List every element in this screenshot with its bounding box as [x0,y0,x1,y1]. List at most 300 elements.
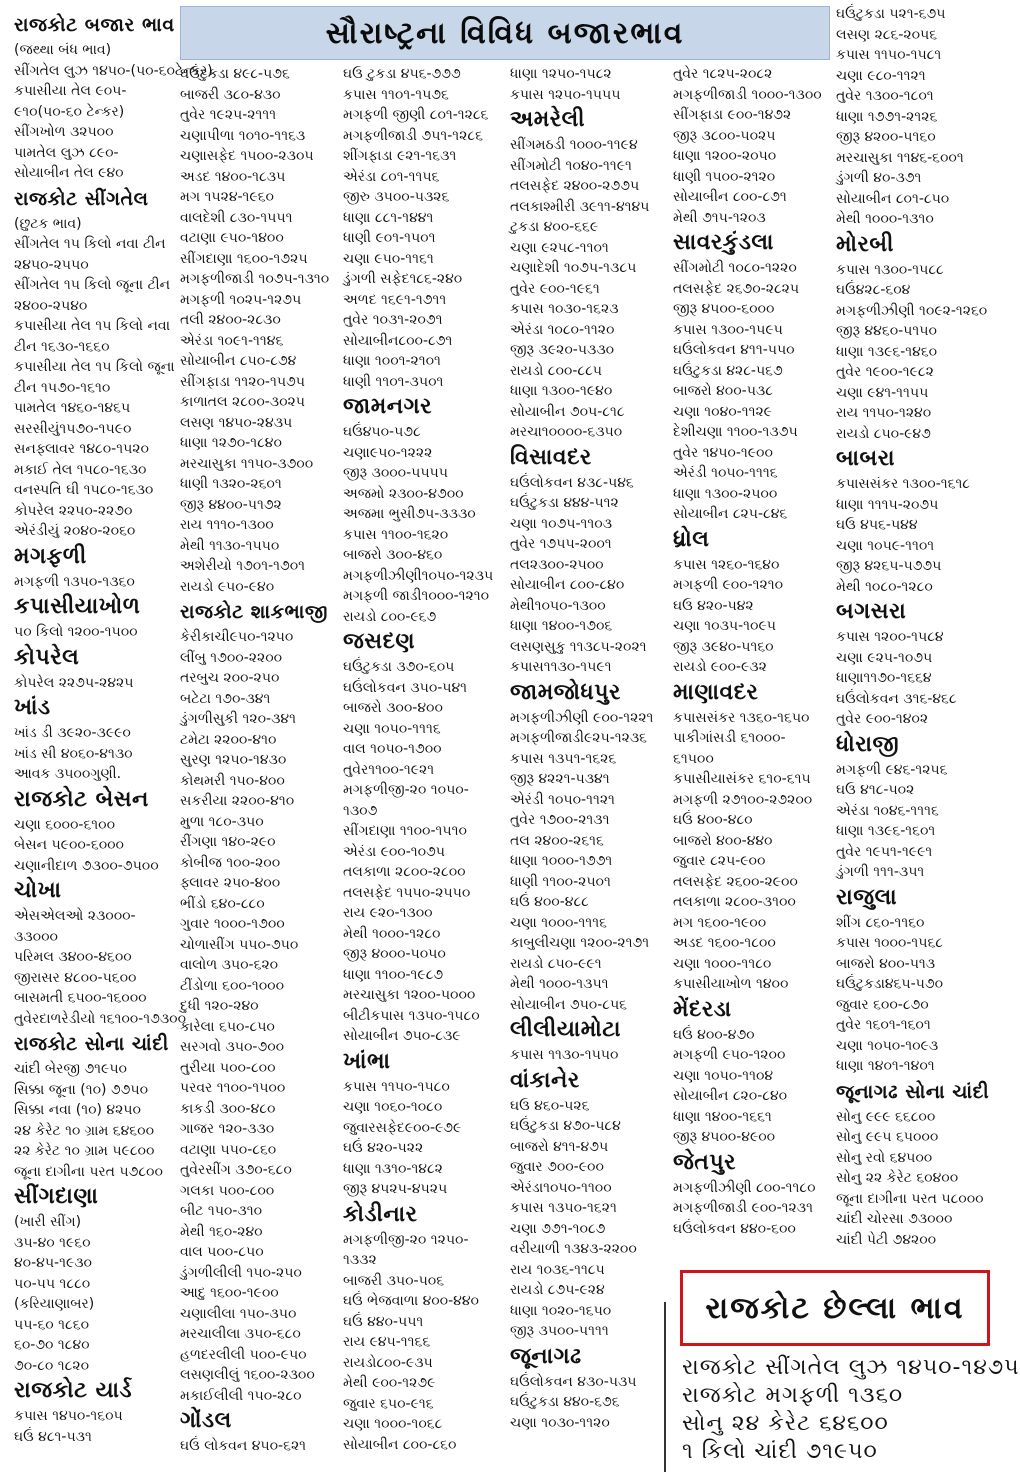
price-line: દુધી ૧૨૦-૨૪૦ [180,998,259,1014]
price-line: ૭૦-૮૦ ૧૮૨૦ [14,1357,89,1374]
price-line: ૨૪૫૦-૨૫૫૦ [14,256,89,273]
closing-price-line: રાજકોટ સીંગતેલ લુઝ ૧૪૫૦-૧૪૭૫ [682,1355,1020,1380]
price-line: સોયાબીન ૮૨૫-૮૪૬ [673,506,788,522]
price-line: કેરીકાચી૯૫૦-૧૨૫૦ [180,629,294,645]
price-line: સીંગમોટી ૧૦૮૦-૧૨૨૦ [673,260,797,276]
price-line: મગફળીજાડી૯૨૫-૧૨૩૬ [510,730,648,746]
price-line: કપાસ ૧૨૦૦-૧૫૮૪ [836,629,944,645]
price-line: કારેલા ૬૫૦-૮૫૦ [180,1018,275,1035]
price-line: મગફળી ૯૪૬-૧૨૫૬ [836,761,948,778]
market-heading: લીલીયામોટા [510,1017,621,1042]
price-line: કપાસીયા તેલ ૯૦૫- [14,83,127,99]
price-line: ધાણા ૧૨૭૦-૧૮૪૦ [180,435,282,451]
price-line: ધાણી ૧૧૦૦-૨૫૦૧ [510,873,611,890]
price-line: ઘઉ ટુકડા ૪૫૬-૭૭૭ [343,66,461,82]
price-line: ચણા ૯૪૧-૧૧૫૫ [836,384,929,401]
price-line: ઘઉંટુકડા૪૬૫-૫૭૦ [836,976,943,992]
price-line: બાજરો ૪૦૦-૫૩૮ [673,383,773,399]
price-line: મેથી ૧૦૦૦-૧૨૮૦ [343,925,441,942]
price-line: ડુંગળી સફેદ૧૮૬-૨૪૦ [343,271,463,287]
market-heading: જામજોધપુર [510,679,621,705]
price-line: (છુટક ભાવ) [14,215,82,232]
price-line: વનસ્પતિ ઘી ૧૫૮૦-૧૬૩૦ [14,482,154,498]
price-line: જીરાસર ૪૮૦૦-૫૬૦૦ [14,969,137,986]
price-line: ઘઉ ૪૬૦-૫૨૬ [510,1097,590,1114]
price-line: ઘઉંટુકડા ૪૪૪-૫૧૨ [510,495,619,511]
price-line: ૨૪ કેરેટ ૧૦ ગ્રામ ૬૪૬૦૦ [14,1122,155,1139]
price-line: ભીંડો ૬૪૦-૮૮૦ [180,895,265,912]
price-line: પાકીગાંસડી ૬૧૦૦૦- [673,730,786,746]
price-line: જીરૂ ૪૦૦૦-૫૦૫૦ [343,946,446,962]
price-line: ચણા ૧૦૩૫-૧૦૯૫ [673,618,776,634]
price-line: કાકડી ૩૦૦-૪૮૦ [180,1100,276,1117]
price-line: આવક ૩૫૦૦ગુણી. [14,766,122,782]
price-line: તુવેર ૧૭૦૦-૨૧૩૧ [510,812,610,828]
price-line: ચાંદી બેરજી ૭૧૯૫૦ [14,1061,127,1077]
price-line: લીંબુ ૧૭૦૦-૨૨૦૦ [180,649,283,666]
price-line: ચણા ૧૦૦૦-૧૧૧૬ [510,914,607,931]
price-line: સીંગતેલ લુઝ ૧૪૫૦-(૫૦-૬૦ટેન્કર) [14,62,213,79]
price-line: ચણાદેશી ૧૦૭૫-૧૩૮૫ [510,260,637,276]
price-line: ચણા ૧૦૦૦-૧૧૮૦ [673,955,772,972]
price-line: લસણલીલું ૧૬૦૦-૨૩૦૦ [180,1367,315,1383]
price-line: જુવાર ૬૫૦-૯૧૬ [343,1395,434,1412]
price-line: જીરૂ ૪૨૨૧-૫૩૪૧ [510,771,610,787]
price-line: ૩૫-૪૦ ૧૯૬૦ [14,1234,91,1251]
price-line: પરિમલ ૩૪૦૦-૪૬૦૦ [14,949,132,965]
price-line: ઘઉ ૪૧૮-૫૦૨ [836,782,915,798]
price-line: રીંગણા ૧૪૦-૨૯૦ [180,834,276,850]
price-line: રાય ૧૦૩૬-૧૧૮૫ [510,1261,605,1278]
price-line: મગફળીજાડી ૧૦૭૫-૧૩૧૦ [180,271,330,287]
price-line: ઘઉંટુકડા ૪૨૮-૫૬૭ [673,362,783,379]
price-line: ઘઉં ૪૦૦-૪૮૮ [510,894,589,910]
price-line: ધાણા ૧૦૦૦-૧૭૭૧ [510,853,613,869]
price-line: સીંગફાડા ૧૧૨૦-૧૫૭૫ [180,373,305,390]
price-line: મેથી ૧૬૦-૨૪૦ [180,1223,263,1240]
price-line: ધાણા ૧૪૦૦-૧૬૬૧ [673,1108,772,1125]
price-line: મગફળી ૯૦૦-૧૨૧૦ [673,577,784,593]
price-line: ઘઉં ૪૦૦-૪૮૦ [673,812,753,828]
price-line: તલ ૨૪૦૦-૨૬૧૬ [510,832,604,849]
price-line: ધાણા ૧૩૯૬-૧૪૬૦ [836,343,938,360]
price-line: કપાસ ૧૧૫૦-૧૫૮૧ [836,47,942,63]
price-line: (ખારી સીંગ) [14,1214,82,1230]
price-line: તુવેર ૧૭૫૫-૨૦૦૧ [510,536,612,552]
price-line: સોયાબીન ૮૨૦-૮૪૦ [673,1088,788,1104]
market-heading: જેતપુર [673,1149,737,1175]
price-line: ટુકડા ૪૦૦-૬૬૯ [510,219,599,235]
price-line: ૬૦-૭૦ ૧૮૪૦ [14,1337,90,1353]
price-line: એરંડા ૧૦૮૦-૧૧૨૦ [510,321,615,338]
price-line: જુવાર ૮૨૫-૯૦૦ [673,853,766,869]
price-line: ઘઉ ૪૨૦-૫૪૨ [673,597,754,614]
price-line: તુવેર ૧૬૦૧-૧૬૦૧ [836,1017,931,1033]
price-line: મગફળીઝીણી ૯૦૦-૧૨૨૧ [510,709,654,726]
price-line: ધાણી ૧૩૨૦-૨૬૦૧ [180,476,282,492]
column-5 [673,64,835,1270]
price-line: બેસન ૫૯૦૦-૬૦૦૦ [14,837,124,853]
price-line: ૧૩૦૭ [343,802,378,819]
market-heading: ખાંડ [14,695,51,720]
price-line: તુવેર૧૧૦૦-૧૯૨૧ [343,761,435,778]
market-heading: ગોંડલ [180,1408,232,1433]
price-line: એરંડા ૧૦૪૬-૧૧૧૬ [836,802,939,819]
price-line: જીરૂ ૩૯૨૦-૫૩૩૦ [510,342,615,358]
price-line: કપાસ ૧૩૫૧-૧૬૨૬ [510,750,617,767]
closing-price-line: સોનુ ૨૪ કેરેટ ૬૪૬૦૦ [682,1411,889,1436]
price-line: સીંગતેલ ૧૫ કિલો જૂના ટીન [14,277,171,293]
price-line: કપાસીયાસંકર ૬૧૦-૬૧૫ [673,771,811,787]
price-line: તલ૨૩૦૦-૨૫૦૦ [510,556,604,573]
price-line: ઘઉંલોકવન ૪૩૦-૫૩૫ [510,1373,637,1390]
market-heading: મગફળી [14,543,87,569]
price-line: મેથી ૧૦૦૦-૧૩૧૦ [836,211,934,227]
price-line: મગફળીઝીણી ૧૦૯૨-૧૨૬૦ [836,302,988,319]
price-line: ચણાપીળા ૧૦૧૦-૧૧૬૩ [180,127,306,144]
price-line: તુવેર ૯૦૦-૧૯૬૧ [510,280,600,297]
price-line: એરંડા ૯૦૦-૧૦૭૫ [343,843,445,860]
price-line: પરવર ૧૧૦૦-૧૫૦૦ [180,1080,286,1096]
price-line: ચણા ૧૦૩૦-૧૧૨૦ [510,1414,610,1431]
price-line: મગફળી ૨૭૧૦૦-૨૭૨૦૦ [673,791,813,808]
price-line: ખાંડ સી ૪૦૬૦-૪૧૩૦ [14,745,133,762]
price-line: મેથી૧૦૫૦-૧૩૦૦ [510,597,606,614]
price-line: સરગવો ૩૫૦-૭૦૦ [180,1039,285,1055]
price-line: બાજરો ૩૦૦-૪૬૦ [343,547,443,563]
price-line: (જથ્થા બંધ ભાવ) [14,42,112,58]
price-line: મગફળીજાડી ૯૦૦-૧૨૩૧ [673,1200,813,1216]
price-line: જીરૂ ૪૪૬૦-૫૧૫૦ [836,323,937,339]
price-line: ટીંડોળા ૬૦૦-૧૦૦૦ [180,977,285,994]
price-line: ટીન ૧૬૩૦-૧૬૬૦ [14,338,110,355]
price-line: ધાણા ૧૪૦૦-૧૭૦૬ [510,618,613,634]
column-6 [836,4,1000,1270]
price-line: ઘઉં ૪૨૦-૫૨૨ [343,1140,424,1156]
price-line: અજમા ભુસી૭૫-૩૩૩૦ [343,506,476,522]
price-line: જૂના દાગીના પરત ૫૭૮૦૦ [14,1163,163,1180]
price-line: કોબીજ ૧૦૦-૨૦૦ [180,854,281,871]
price-line: એરંડા૧૦૫૦-૧૧૦૦ [510,1179,612,1196]
market-heading: સીંગદાણા [14,1184,99,1209]
price-line: ઘઉ ૪૫૬-૫૪૪ [836,517,918,533]
market-heading: રાજકોટ શાકભાજી [180,601,328,623]
price-line: સનફ્લાવર ૧૪૮૦-૧૫૨૦ [14,441,149,457]
price-line: ડુંગળીલીલી ૧૫૦-૨૫૦ [180,1264,302,1281]
market-heading: રાજકોટ યાર્ડ [14,1378,133,1403]
price-line: એસએલઓ ૨૩૦૦૦- [14,908,136,924]
price-line: ૫૦-૫૫ ૧૮૮૦ [14,1275,91,1292]
price-line: એરંડીયું ૨૦૪૦-૨૦૬૦ [14,523,136,539]
price-line: કોપરેલ ૨૨૫૦-૨૨૭૦ [14,502,133,519]
closing-price-line: રાજકોટ મગફળી ૧૩૬૦ [682,1383,904,1408]
price-line: તુવેર ૧૩૦૦-૧૮૦૧ [836,88,934,104]
price-line: જીરુ ૩૫૦૦-૫૩૨૬ [343,189,450,205]
price-line: ખાંડ ડી ૩૯૨૦-૩૯૯૦ [14,725,131,741]
price-line: સોનુ ૨૨ કેરેટ ૬૦૪૦૦ [836,1170,959,1186]
price-line: બાજરો ૪૦૦-૪૪૦ [673,832,773,849]
price-line: મગફળીજાડી ૧૦૦૦-૧૩૦૦ [673,86,822,103]
price-line: સોયાબીન તેલ ૯૪૦ [14,165,124,181]
price-line: પામતેલ લુઝ ૮૯૦- [14,144,119,161]
price-line: ધાણા ૧૭૭૧-૨૧૨૬ [836,108,938,125]
price-line: સીંગમઠડી ૧૦૦૦-૧૧૯૪ [510,137,638,153]
market-heading: કોડીનાર [343,1201,418,1227]
price-line: શીંગફાડા ૯૨૧-૧૬૩૧ [343,148,457,164]
price-line: સિક્કા નવા (૧૦) ૪૨૫૦ [14,1102,141,1118]
price-line: ૪૦-૪૫-૧૯૩૦ [14,1255,92,1271]
price-line: પામતેલ ૧૪૬૦-૧૪૬૫ [14,400,131,416]
price-line: વાલદેશી ૮૩૦-૧૫૫૧ [180,209,293,226]
price-line: સોયાબીન ૭૫૦-૮૫૬ [510,996,628,1013]
price-line: કાબુલીચણા ૧૨૦૦-૨૧૭૧ [510,935,650,951]
market-heading: ખાંભા [343,1048,391,1074]
column-4 [510,64,672,1481]
price-line: ઘઉંટુકડા ૪૭૦-૫૮૪ [510,1118,621,1134]
price-line: કપાસીયાખોળ ૧૪૦૦ [673,976,789,992]
price-line: ધાણા ૧૩૧૦-૧૪૮૨ [343,1160,443,1177]
price-line: તલસફેદ ૧૫૫૦-૨૫૫૦ [343,884,471,901]
price-line: જુવાર ૭૦૦-૯૦૦ [510,1159,604,1175]
price-line: અડદ ૧૪૦૦-૧૮૩૫ [180,168,286,185]
price-line: કપાસ ૧૪૫૦-૧૬૦૫ [14,1408,123,1424]
price-line: બાજરી ૩૮૦-૪૩૦ [180,86,281,103]
price-line: મગફળી જાડી૧૦૦૦-૧૨૧૦ [343,588,490,604]
price-line: ડુંગળી ૪૦-૩૭૧ [836,170,922,186]
price-line: ઘઉં ૪૮૧-૫૩૧ [14,1428,92,1445]
price-line: મરચાસુકા ૧૧૫૦-૩૭૦૦ [180,455,314,472]
price-line: મરચા૧૦૦૦૦-૬૩૫૦ [510,424,623,440]
price-line: રાય ૯૪૫-૧૧૬૬ [343,1334,431,1350]
price-line: જીરૂ ૩૫૦૦-૫૧૧૧ [510,1323,609,1339]
price-line: સોનુ ૯૯૯ ૬૬૮૦૦ [836,1108,936,1125]
price-line: એરંડી ૧૦૫૦-૧૧૨૧ [510,791,615,808]
price-line: સીંગતેલ ૧૫ કિલો નવા ટીન [14,236,166,252]
price-line: સોયાબીન ૭૦૫-૮૧૮ [510,403,625,420]
price-line: કપાસ ૧૧૫૦-૧૫૮૦ [343,1078,450,1095]
price-line: તલકાશ્મીરી ૩૯૧૧-૪૧૪૫ [510,198,650,215]
price-line: કપાસ ૧૩૦૦-૧૫૮૮ [836,261,944,278]
market-heading: વિસાવદર [510,444,592,470]
market-heading: કોપરેલ [14,644,80,670]
price-line: ચણાલીલા ૧૫૦-૩૫૦ [180,1305,297,1322]
price-line: તુવેર ૧૪૫૦-૧૯૦૦ [673,444,773,461]
price-line: મગફળીજી-૨૦ ૧૦૫૦- [343,782,469,798]
price-line: ચણા ૧૦૭૫-૧૧૦૩ [510,515,613,532]
price-line: મકાઈ તેલ ૧૫૮૦-૧૬૩૦ [14,461,147,478]
price-line: મગફળી ૧૩૫૦-૧૩૬૦ [14,573,135,590]
price-line: બાજરો ૪૦૦-૫૧૩ [836,955,936,972]
price-line: તુવેર ૧૦૩૧-૨૦૭૧ [343,312,443,328]
price-line: કપાસ ૧૦૩૦-૧૬૨૩ [510,301,619,317]
market-heading: જામનગર [343,394,433,419]
price-line: તુવેર ૯૦૦-૧૪૦૨ [836,711,929,727]
market-heading: કપાસીયાખોળ [14,594,141,619]
price-line: મગ ૧૫૨૪-૧૯૬૦ [180,189,274,205]
price-line: ધાણા ૧૧૦૦-૧૯૮૭ [343,966,444,983]
price-line: જીરૂ ૪૫૦૦-૪૯૦૦ [673,1129,776,1145]
price-line: જીરૂ ૪૫૨૫-૪૫૨૫ [343,1181,448,1197]
price-line: સીંગમોટી ૧૦૪૦-૧૧૯૧ [510,157,632,174]
price-line: બીટ ૧૫૦-૩૧૦ [180,1203,262,1219]
price-line: સોયાબીન ૮૦૧-૮૫૦ [836,190,950,207]
price-line: મગફળી ૯૫૦-૧૨૦૦ [673,1047,786,1063]
price-line: ચણા૯૫૦-૧૨૨૨ [343,444,433,461]
price-line: ધાણા ૧૩૦૦-૧૯૪૦ [510,383,613,399]
market-heading: અમરેલી [510,107,586,132]
price-line: સોનુ ૯૯૫ ૬૫૦૦૦ [836,1129,939,1145]
price-line: વરીયાળી ૧૩૪૩-૨૨૦૦ [510,1241,637,1257]
price-line: ધાણા ૧૩૯૬-૧૬૦૧ [836,823,936,839]
price-line: ગાજર ૧૨૦-૩૩૦ [180,1121,275,1137]
price-line: ધાણી ૯૦૧-૧૫૦૧ [343,230,436,246]
market-heading: મેંદરડા [673,996,732,1022]
price-line: ચણા ૧૦૫૦-૧૦૯૩ [836,1037,939,1054]
price-line: લસણસુકુ ૧૧૩૮૫-૨૦૨૧ [510,638,647,655]
market-heading: બાબરા [836,446,895,471]
market-heading: રાજકોટ સોના ચાંદી [14,1033,169,1055]
price-line: કોથમરી ૧૫૦-૪૦૦ [180,772,285,789]
closing-prices-title: રાજકોટ છેલ્લા ભાવ [680,1270,990,1346]
price-line: ટમેટા ૨૨૦૦-૪૧૦ [180,731,277,748]
price-line: મુળા ૧૮૦-૩૫૦ [180,813,264,830]
price-line: ૫૫-૬૦ ૧૮૬૦ [14,1316,89,1333]
price-line: ચણા ૧૦૦૦-૧૦૬૮ [343,1416,443,1432]
price-line: ચાંદી પેટી ૭૪૨૦૦ [836,1231,937,1248]
price-line: બીટીકપાસ ૧૩૫૦-૧૫૮૦ [343,1007,480,1024]
price-line: ઘઉં લોકવન ૪૫૦-૬૨૧ [180,1438,307,1454]
market-heading: ધ્રોલ [673,526,710,552]
price-line: ચણા ૭૭૧-૧૦૮૭ [510,1220,606,1237]
price-line: ધાણા ૧૪૦૧-૧૪૦૧ [836,1058,935,1074]
price-line: સોયાબીન ૮૦૦-૮૪૦ [510,577,625,593]
price-line: કોપરેલ ૨૨૭૫-૨૪૨૫ [14,674,134,691]
market-heading: રાજકોટ બેસન [14,786,149,812]
price-line: કપાસસંકર ૧૩૦૦-૧૬૧૮ [836,476,971,492]
price-line: સોયાબીન૮૦૦-૮૭૧ [343,332,453,349]
price-line: ધાણા ૧૨૦૦-૨૦૫૦ [673,148,777,164]
price-line: ૬૧૫૦૦ [673,750,714,767]
price-line: મેથી ૧૦૦૦-૧૩૫૧ [510,976,609,992]
price-line: સોનુ રવો ૬૪૫૦૦ [836,1149,933,1166]
market-heading: મોરબી [836,231,894,257]
price-line: મગફળીજાડી ૭૫૧-૧૨૮૬ [343,127,483,144]
market-heading: માણાવદર [673,679,759,705]
price-line: મગફળીઝીણી૧૦૫૦-૧૨૩૫ [343,567,494,584]
price-line: ૨૪૦૦-૨૫૪૦ [14,297,88,314]
price-line: રાયડો ૮૭૫-૯૨૪ [510,1282,605,1298]
closing-price-line: ૧ કિલો ચાંદી ૭૧૯૫૦ [682,1439,878,1464]
price-line: ચણાસફેદ ૧૫૦૦-૨૩૦૫ [180,148,314,164]
price-line: વાલ ૫૦૦-૮૫૦ [180,1244,264,1260]
market-heading: જૂનાગઢ સોના ચાંદી [836,1080,990,1103]
price-line: તલકાળા ૨૮૦૦-૨૮૦૦ [343,864,466,880]
price-line: ચણા ૧૦૫૦-૧૧૧૬ [343,720,441,737]
price-line: મરચાસુકા ૧૨૦૦-૫૦૦૦ [343,987,476,1003]
market-heading: બગસરા [836,599,907,624]
price-line: ગલકા ૫૦૦-૮૦૦ [180,1182,275,1199]
price-line: ફ્લાવર ૨૫૦-૪૦૦ [180,875,281,891]
price-line: ઘઉંટુકડા ૫૨૧-૬૭૫ [836,6,946,22]
price-line: જીરૂ ૩૯૪૦-૫૧૬૦ [673,638,774,655]
price-line: અજમો ૨૩૦૦-૪૭૦૦ [343,485,464,502]
price-line: સીંગખોળ ૩૨૫૦૦ [14,124,114,140]
price-line: ઘઉંલોકવન ૩૧૬-૪૬૮ [836,690,957,707]
price-line: મેથી ૭૧૫-૧૨૦૩ [673,209,766,226]
price-line: તલકાળા ૨૮૦૦-૩૧૦૦ [673,894,796,910]
price-line: તુવેર ૧૯૨૫-૨૧૧૧ [180,107,277,123]
price-line: બાજરો ૩૦૦-૪૦૦ [343,700,443,716]
market-heading: વાંકાનેર [510,1067,580,1093]
price-line: ગુવાર ૧૦૦૦-૧૭૦૦ [180,916,285,932]
price-line: ૫૦ કિલો ૧૨૦૦-૧૫૦૦ [14,624,138,640]
price-line: રાયડો ૮૫૦-૯૪૭ [836,425,931,442]
price-line: એરંડી ૧૦૫૦-૧૧૧૬ [673,465,778,481]
price-line: ૧૩૩૨ [343,1252,377,1268]
price-line: તલસફેદ ૨૬૭૦-૨૮૨૫ [673,280,800,297]
price-line: રાયડો ૯૫૦-૯૪૦ [180,578,275,595]
price-line: કપાસ ૧૨૬૦-૧૬૪૦ [673,556,780,573]
price-line: તુવેર ૧૮૨૫-૨૦૮૨ [673,66,773,82]
price-line: રાયડો ૮૦૦-૯૬૭ [343,608,437,625]
price-line: તરબુચ ૨૦૦-૨૫૦ [180,670,280,686]
price-line: ૯૧૦(૫૦-૬૦ ટેન્કર) [14,103,125,120]
price-line: તુવેર ૧૯૦૦-૧૯૮૨ [836,364,934,380]
price-line: ચણા ૯૨૫૮-૧૧૦૧ [510,239,609,256]
price-line: રાય ૯૨૦-૧૩૦૦ [343,905,433,921]
column-2 [180,64,342,1481]
price-line: સીંગદાણા ૧૧૦૦-૧૫૧૦ [343,823,467,839]
price-line: સોયાબીન ૭૫૦-૮૩૯ [343,1028,461,1044]
price-line: ચોળાસીંગ ૫૫૦-૭૫૦ [180,936,299,953]
price-line: ચણા ૧૦૬૦-૧૦૮૦ [343,1099,443,1115]
price-line: ચણા ૯૮૦-૧૧૨૧ [836,67,926,84]
price-line: ચણા ૯૨૫-૧૦૭૫ [836,649,933,666]
price-line: અળદ ૧૬૯૧-૧૭૧૧ [343,291,447,308]
price-line: તુરીયા ૫૦૦-૮૦૦ [180,1059,276,1076]
price-line: તલસફેદ ૨૬૦૦-૨૯૦૦ [673,873,798,890]
price-line: તુવેરદાળરેડીયો ૧૬૧૦૦-૧૭૩૦૦ [14,1010,186,1027]
price-line: મેથી ૯૦૦-૧૨૭૯ [343,1375,436,1391]
price-line: બટેટા ૧૭૦-૩૪૧ [180,690,271,707]
price-line: ધાણા૧૧૭૦-૧૬૬૪ [836,670,932,686]
price-line: શીંગ ૮૬૦-૧૧૬૦ [836,914,925,931]
price-line: ધાણી ૧૫૦૦-૨૧૨૦ [673,168,776,185]
price-line: સુરણ ૧૨૫૦-૧૪૩૦ [180,752,287,768]
price-line: ૩૩૦૦૦ [14,928,58,945]
price-line: સોયાબીન ૮૫૦-૮૭૪ [180,353,297,369]
price-line: કપાસ ૧૧૩૦-૧૫૫૦ [510,1047,619,1063]
price-line: લસણ ૨૮૬-૨૦૫૬ [836,26,938,43]
price-line: જીરૂ ૪૨૬૫-૫૭૭૫ [836,558,942,574]
price-line: તુવેરસીંગ ૩૭૦-૬૮૦ [180,1162,292,1178]
price-line: સોયાબીન ૮૦૦-૮૭૧ [673,189,787,205]
price-line: રાય ૧૧૧૦-૧૩૦૦ [180,517,274,533]
price-line: ઘઉંલોકવન ૪૪૦-૬૦૦ [673,1220,796,1237]
price-line: મગ ૧૬૦૦-૧૯૦૦ [673,914,767,931]
price-line: ચણા ૧૦૫૦-૧૧૦૪ [673,1067,774,1084]
price-line: ચણાનીદાળ ૭૩૦૦-૭૫૦૦ [14,857,159,874]
price-line: રાયડો ૮૦૦-૮૮૫ [510,362,602,379]
price-line: જૂના દાગીના પરત ૫૮૦૦૦ [836,1190,984,1207]
price-line: જીરૂ ૪૫૦૦-૬૦૦૦ [673,301,775,317]
price-line: ધાણી ૧૧૦૧-૩૫૦૧ [343,373,444,390]
price-line: ડુંગળી ૧૧૧-૩૫૧ [836,864,925,880]
price-line: (કરિયાણાબર) [14,1296,95,1312]
price-line: ધાણા ૧૩૦૦-૨૫૦૦ [673,485,778,502]
price-line: જીરૂ ૩૦૦૦-૫૫૫૫ [343,465,448,481]
price-line: ઘઉં૪૫૦-૫૭૮ [343,424,421,440]
